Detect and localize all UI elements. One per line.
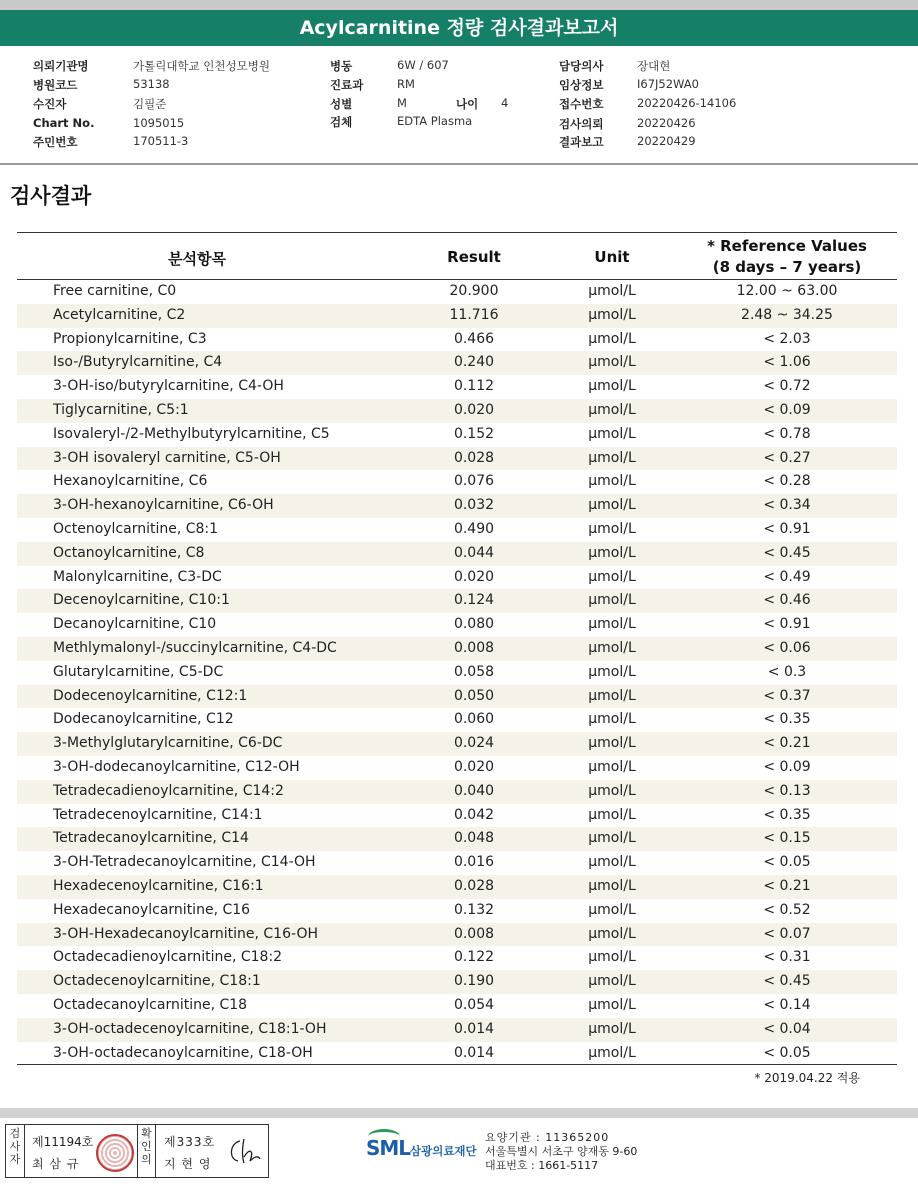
info-label: 의뢰기관명 — [33, 59, 89, 73]
reference-value: < 0.14 — [763, 996, 811, 1013]
report-title: Acylcarnitine 정량 검사결과보고서 — [0, 10, 918, 46]
analyte-name: 3-OH isovaleryl carnitine, C5-OH — [53, 449, 281, 466]
info-value: 20220426 — [637, 116, 696, 130]
analyte-name: Octadecanoylcarnitine, C18 — [53, 996, 248, 1013]
info-label: 병원코드 — [33, 78, 78, 92]
result-value: 0.240 — [453, 354, 495, 371]
reference-value: < 0.28 — [763, 473, 811, 490]
result-value: 0.080 — [453, 616, 495, 633]
table-row — [17, 304, 897, 328]
analyte-name: Hexadecenoylcarnitine, C16:1 — [53, 877, 264, 894]
info-value: 6W / 607 — [397, 58, 449, 72]
examiner-name: 최 삼 규 — [32, 1157, 80, 1171]
table-row — [17, 470, 897, 494]
unit-value: μmol/L — [588, 735, 636, 752]
table-row — [17, 447, 897, 471]
table-row — [17, 589, 897, 613]
analyte-name: Free carnitine, C0 — [53, 283, 177, 299]
patient-info-block — [0, 55, 918, 155]
analyte-name: 3-OH-Tetradecanoylcarnitine, C14-OH — [53, 854, 316, 871]
org-phone: 대표번호 : 1661-5117 — [485, 1159, 599, 1172]
table-row — [17, 494, 897, 518]
unit-value: μmol/L — [588, 425, 636, 442]
analyte-name: Iso-/Butyrylcarnitine, C4 — [53, 354, 223, 371]
result-value: 0.008 — [453, 639, 495, 656]
analyte-name: Octadecadienoylcarnitine, C18:2 — [53, 949, 283, 966]
unit-value: μmol/L — [588, 639, 636, 656]
result-value: 0.016 — [453, 854, 495, 871]
reference-value: < 0.45 — [763, 544, 811, 561]
analyte-name: Isovaleryl-/2-Methylbutyrylcarnitine, C5 — [53, 425, 330, 442]
table-row — [17, 780, 897, 804]
unit-value: μmol/L — [588, 901, 636, 918]
unit-value: μmol/L — [588, 330, 636, 347]
result-value: 0.122 — [453, 949, 495, 966]
reference-value: < 0.72 — [763, 378, 811, 395]
unit-value: μmol/L — [588, 830, 636, 847]
analyte-name: Dodecenoylcarnitine, C12:1 — [53, 687, 248, 704]
analyte-name: Decanoylcarnitine, C10 — [53, 616, 217, 633]
analyte-name: 3-OH-Hexadecanoylcarnitine, C16-OH — [53, 925, 318, 942]
result-value: 0.020 — [453, 758, 495, 775]
table-row — [17, 423, 897, 447]
table-row — [17, 566, 897, 590]
analyte-name: 3-Methylglutarylcarnitine, C6-DC — [53, 735, 283, 752]
info-value: EDTA Plasma — [397, 114, 473, 128]
reference-value: < 0.37 — [763, 687, 811, 704]
unit-value: μmol/L — [588, 663, 636, 680]
header-result: Result — [447, 248, 501, 266]
info-value: 1095015 — [133, 116, 185, 130]
reference-value: < 2.03 — [763, 330, 811, 347]
result-value: 20.900 — [449, 283, 499, 299]
unit-value: μmol/L — [588, 520, 636, 537]
unit-value: μmol/L — [588, 973, 636, 990]
result-value: 11.716 — [449, 306, 499, 323]
reference-value: < 0.13 — [763, 782, 811, 799]
reference-value: 12.00 ~ 63.00 — [736, 283, 838, 299]
table-row — [17, 280, 897, 304]
table-row — [17, 375, 897, 399]
header-unit: Unit — [594, 248, 630, 266]
result-value: 0.060 — [453, 711, 495, 728]
analyte-name: Tetradecanoylcarnitine, C14 — [53, 830, 249, 847]
unit-value: μmol/L — [588, 497, 636, 514]
result-value: 0.190 — [453, 973, 495, 990]
info-value: M — [397, 96, 407, 110]
unit-value: μmol/L — [588, 806, 636, 823]
reference-value: < 0.05 — [763, 1044, 811, 1061]
reference-value: < 0.49 — [763, 568, 811, 585]
table-row — [17, 685, 897, 709]
table-row — [17, 518, 897, 542]
info-label: 성별 — [330, 97, 353, 111]
unit-value: μmol/L — [588, 354, 636, 371]
analyte-name: 3-OH-iso/butyrylcarnitine, C4-OH — [53, 378, 284, 395]
analyte-name: Malonylcarnitine, C3-DC — [53, 568, 222, 585]
unit-value: μmol/L — [588, 877, 636, 894]
info-value: RM — [397, 77, 415, 91]
reference-value: < 0.91 — [763, 520, 811, 537]
reference-value: < 0.04 — [763, 1020, 811, 1037]
unit-value: μmol/L — [588, 592, 636, 609]
signature-icon — [224, 1135, 264, 1167]
info-label: 접수번호 — [559, 97, 604, 111]
analyte-name: Decenoylcarnitine, C10:1 — [53, 592, 230, 609]
info-divider — [0, 163, 918, 165]
info-value: 장대현 — [637, 59, 671, 73]
reference-value: < 0.27 — [763, 449, 811, 466]
reference-value: < 0.52 — [763, 901, 811, 918]
unit-value: μmol/L — [588, 854, 636, 871]
reference-value: < 0.34 — [763, 497, 811, 514]
result-value: 0.490 — [453, 520, 495, 537]
table-row — [17, 1018, 897, 1042]
reference-value: < 0.35 — [763, 806, 811, 823]
info-value: 김필준 — [133, 97, 167, 111]
unit-value: μmol/L — [588, 401, 636, 418]
unit-value: μmol/L — [588, 616, 636, 633]
reference-value: < 1.06 — [763, 354, 811, 371]
result-value: 0.028 — [453, 449, 495, 466]
header-ref-line2: (8 days – 7 years) — [712, 258, 862, 276]
reference-value: < 0.05 — [763, 854, 811, 871]
unit-value: μmol/L — [588, 449, 636, 466]
table-row — [17, 661, 897, 685]
info-label: 병동 — [330, 59, 353, 73]
info-label: 진료과 — [330, 78, 364, 92]
reference-value: < 0.78 — [763, 425, 811, 442]
table-row — [17, 708, 897, 732]
confirmer-label: 확 인 의 — [137, 1125, 156, 1177]
table-row — [17, 542, 897, 566]
info-label: 담당의사 — [559, 59, 604, 73]
info-label: 임상정보 — [559, 78, 604, 92]
table-row — [17, 351, 897, 375]
unit-value: μmol/L — [588, 473, 636, 490]
result-value: 0.152 — [453, 425, 495, 442]
analyte-name: Dodecanoylcarnitine, C12 — [53, 711, 234, 728]
info-value: 170511-3 — [133, 134, 189, 148]
reference-value: < 0.3 — [767, 663, 807, 680]
analyte-name: Octanoylcarnitine, C8 — [53, 544, 205, 561]
result-value: 0.076 — [453, 473, 495, 490]
results-table — [17, 232, 897, 1065]
result-value: 0.024 — [453, 735, 495, 752]
reference-note: * 2019.04.22 적용 — [754, 1071, 860, 1085]
reference-value: < 0.35 — [763, 711, 811, 728]
info-value: 20220426-14106 — [637, 96, 737, 110]
table-row — [17, 637, 897, 661]
result-value: 0.032 — [453, 497, 495, 514]
reference-value: < 0.91 — [763, 616, 811, 633]
reference-value: < 0.15 — [763, 830, 811, 847]
unit-value: μmol/L — [588, 544, 636, 561]
table-row — [17, 851, 897, 875]
confirmer-name: 지 현 영 — [164, 1157, 212, 1171]
info-value: 20220429 — [637, 134, 696, 148]
analyte-name: 3-OH-dodecanoylcarnitine, C12-OH — [53, 758, 300, 775]
signature-box — [5, 1124, 269, 1178]
footer-gray-band — [0, 1108, 918, 1118]
table-row — [17, 1042, 897, 1066]
analyte-name: 3-OH-hexanoylcarnitine, C6-OH — [53, 497, 274, 514]
unit-value: μmol/L — [588, 711, 636, 728]
analyte-name: Tiglycarnitine, C5:1 — [53, 401, 189, 418]
result-value: 0.048 — [453, 830, 495, 847]
analyte-name: Tetradecadienoylcarnitine, C14:2 — [53, 782, 284, 799]
info-value: 가톨릭대학교 인천성모병원 — [133, 59, 270, 73]
reference-value: 2.48 ~ 34.25 — [741, 306, 833, 323]
unit-value: μmol/L — [588, 1044, 636, 1061]
analyte-name: Acetylcarnitine, C2 — [53, 306, 186, 323]
reference-value: < 0.09 — [763, 401, 811, 418]
table-row — [17, 827, 897, 851]
analyte-name: Octadecenoylcarnitine, C18:1 — [53, 973, 261, 990]
unit-value: μmol/L — [588, 949, 636, 966]
reference-value: < 0.21 — [763, 877, 811, 894]
reference-value: < 0.09 — [763, 758, 811, 775]
info-label: 결과보고 — [559, 135, 604, 149]
unit-value: μmol/L — [588, 378, 636, 395]
table-row — [17, 613, 897, 637]
analyte-name: 3-OH-octadecanoylcarnitine, C18-OH — [53, 1044, 313, 1061]
result-value: 0.132 — [453, 901, 495, 918]
reference-value: < 0.46 — [763, 592, 811, 609]
table-row — [17, 970, 897, 994]
result-value: 0.050 — [453, 687, 495, 704]
table-body — [17, 280, 897, 1065]
reference-value: < 0.06 — [763, 639, 811, 656]
org-address: 서울특별시 서초구 양재동 9-60 — [485, 1145, 638, 1158]
age-value: 4 — [501, 96, 509, 110]
analyte-name: Methlymalonyl-/succinylcarnitine, C4-DC — [53, 639, 337, 656]
analyte-name: Octenoylcarnitine, C8:1 — [53, 520, 219, 537]
reference-value: < 0.07 — [763, 925, 811, 942]
unit-value: μmol/L — [588, 996, 636, 1013]
result-value: 0.044 — [453, 544, 495, 561]
analyte-name: Propionylcarnitine, C3 — [53, 330, 207, 347]
unit-value: μmol/L — [588, 1020, 636, 1037]
org-code: 요양기관 : 11365200 — [485, 1131, 610, 1144]
table-row — [17, 899, 897, 923]
result-value: 0.042 — [453, 806, 495, 823]
result-value: 0.020 — [453, 568, 495, 585]
info-label: 주민번호 — [33, 135, 78, 149]
confirmer-no: 제333호 — [164, 1135, 216, 1149]
table-row — [17, 328, 897, 352]
unit-value: μmol/L — [588, 687, 636, 704]
result-value: 0.040 — [453, 782, 495, 799]
result-value: 0.014 — [453, 1020, 495, 1037]
table-row — [17, 804, 897, 828]
reference-value: < 0.45 — [763, 973, 811, 990]
header-ref-line1: * Reference Values — [707, 237, 867, 255]
info-label: Chart No. — [33, 116, 95, 130]
table-row — [17, 994, 897, 1018]
table-bottom-rule — [17, 1064, 897, 1065]
unit-value: μmol/L — [588, 568, 636, 585]
result-value: 0.008 — [453, 925, 495, 942]
logo-text: SML — [366, 1136, 411, 1160]
result-value: 0.112 — [453, 378, 495, 395]
unit-value: μmol/L — [588, 283, 636, 299]
info-label: 수진자 — [33, 97, 67, 111]
section-title: 검사결과 — [10, 184, 92, 208]
age-label: 나이 — [456, 97, 479, 111]
analyte-name: Glutarylcarnitine, C5-DC — [53, 663, 224, 680]
result-value: 0.058 — [453, 663, 495, 680]
org-name: 삼광의료재단 — [410, 1144, 477, 1158]
info-label: 검사의뢰 — [559, 117, 604, 131]
unit-value: μmol/L — [588, 782, 636, 799]
unit-value: μmol/L — [588, 758, 636, 775]
seal-stamp — [96, 1134, 134, 1172]
unit-value: μmol/L — [588, 306, 636, 323]
info-label: 검체 — [330, 115, 353, 129]
examiner-label: 검 사 자 — [6, 1125, 25, 1177]
result-value: 0.124 — [453, 592, 495, 609]
analyte-name: Hexadecanoylcarnitine, C16 — [53, 901, 251, 918]
result-value: 0.014 — [453, 1044, 495, 1061]
table-header — [17, 232, 897, 280]
table-row — [17, 923, 897, 947]
table-row — [17, 875, 897, 899]
header-item: 분석항목 — [168, 250, 226, 268]
table-row — [17, 732, 897, 756]
table-row — [17, 399, 897, 423]
reference-value: < 0.21 — [763, 735, 811, 752]
result-value: 0.020 — [453, 401, 495, 418]
examiner-no: 제11194호 — [32, 1135, 94, 1149]
reference-value: < 0.31 — [763, 949, 811, 966]
info-value: 53138 — [133, 77, 170, 91]
result-value: 0.028 — [453, 877, 495, 894]
table-row — [17, 756, 897, 780]
result-value: 0.054 — [453, 996, 495, 1013]
analyte-name: 3-OH-octadecenoylcarnitine, C18:1-OH — [53, 1020, 327, 1037]
unit-value: μmol/L — [588, 925, 636, 942]
org-contact — [485, 1131, 637, 1173]
table-row — [17, 946, 897, 970]
analyte-name: Tetradecenoylcarnitine, C14:1 — [53, 806, 263, 823]
analyte-name: Hexanoylcarnitine, C6 — [53, 473, 208, 490]
info-value: I67J52WA0 — [637, 77, 699, 91]
result-value: 0.466 — [453, 330, 495, 347]
